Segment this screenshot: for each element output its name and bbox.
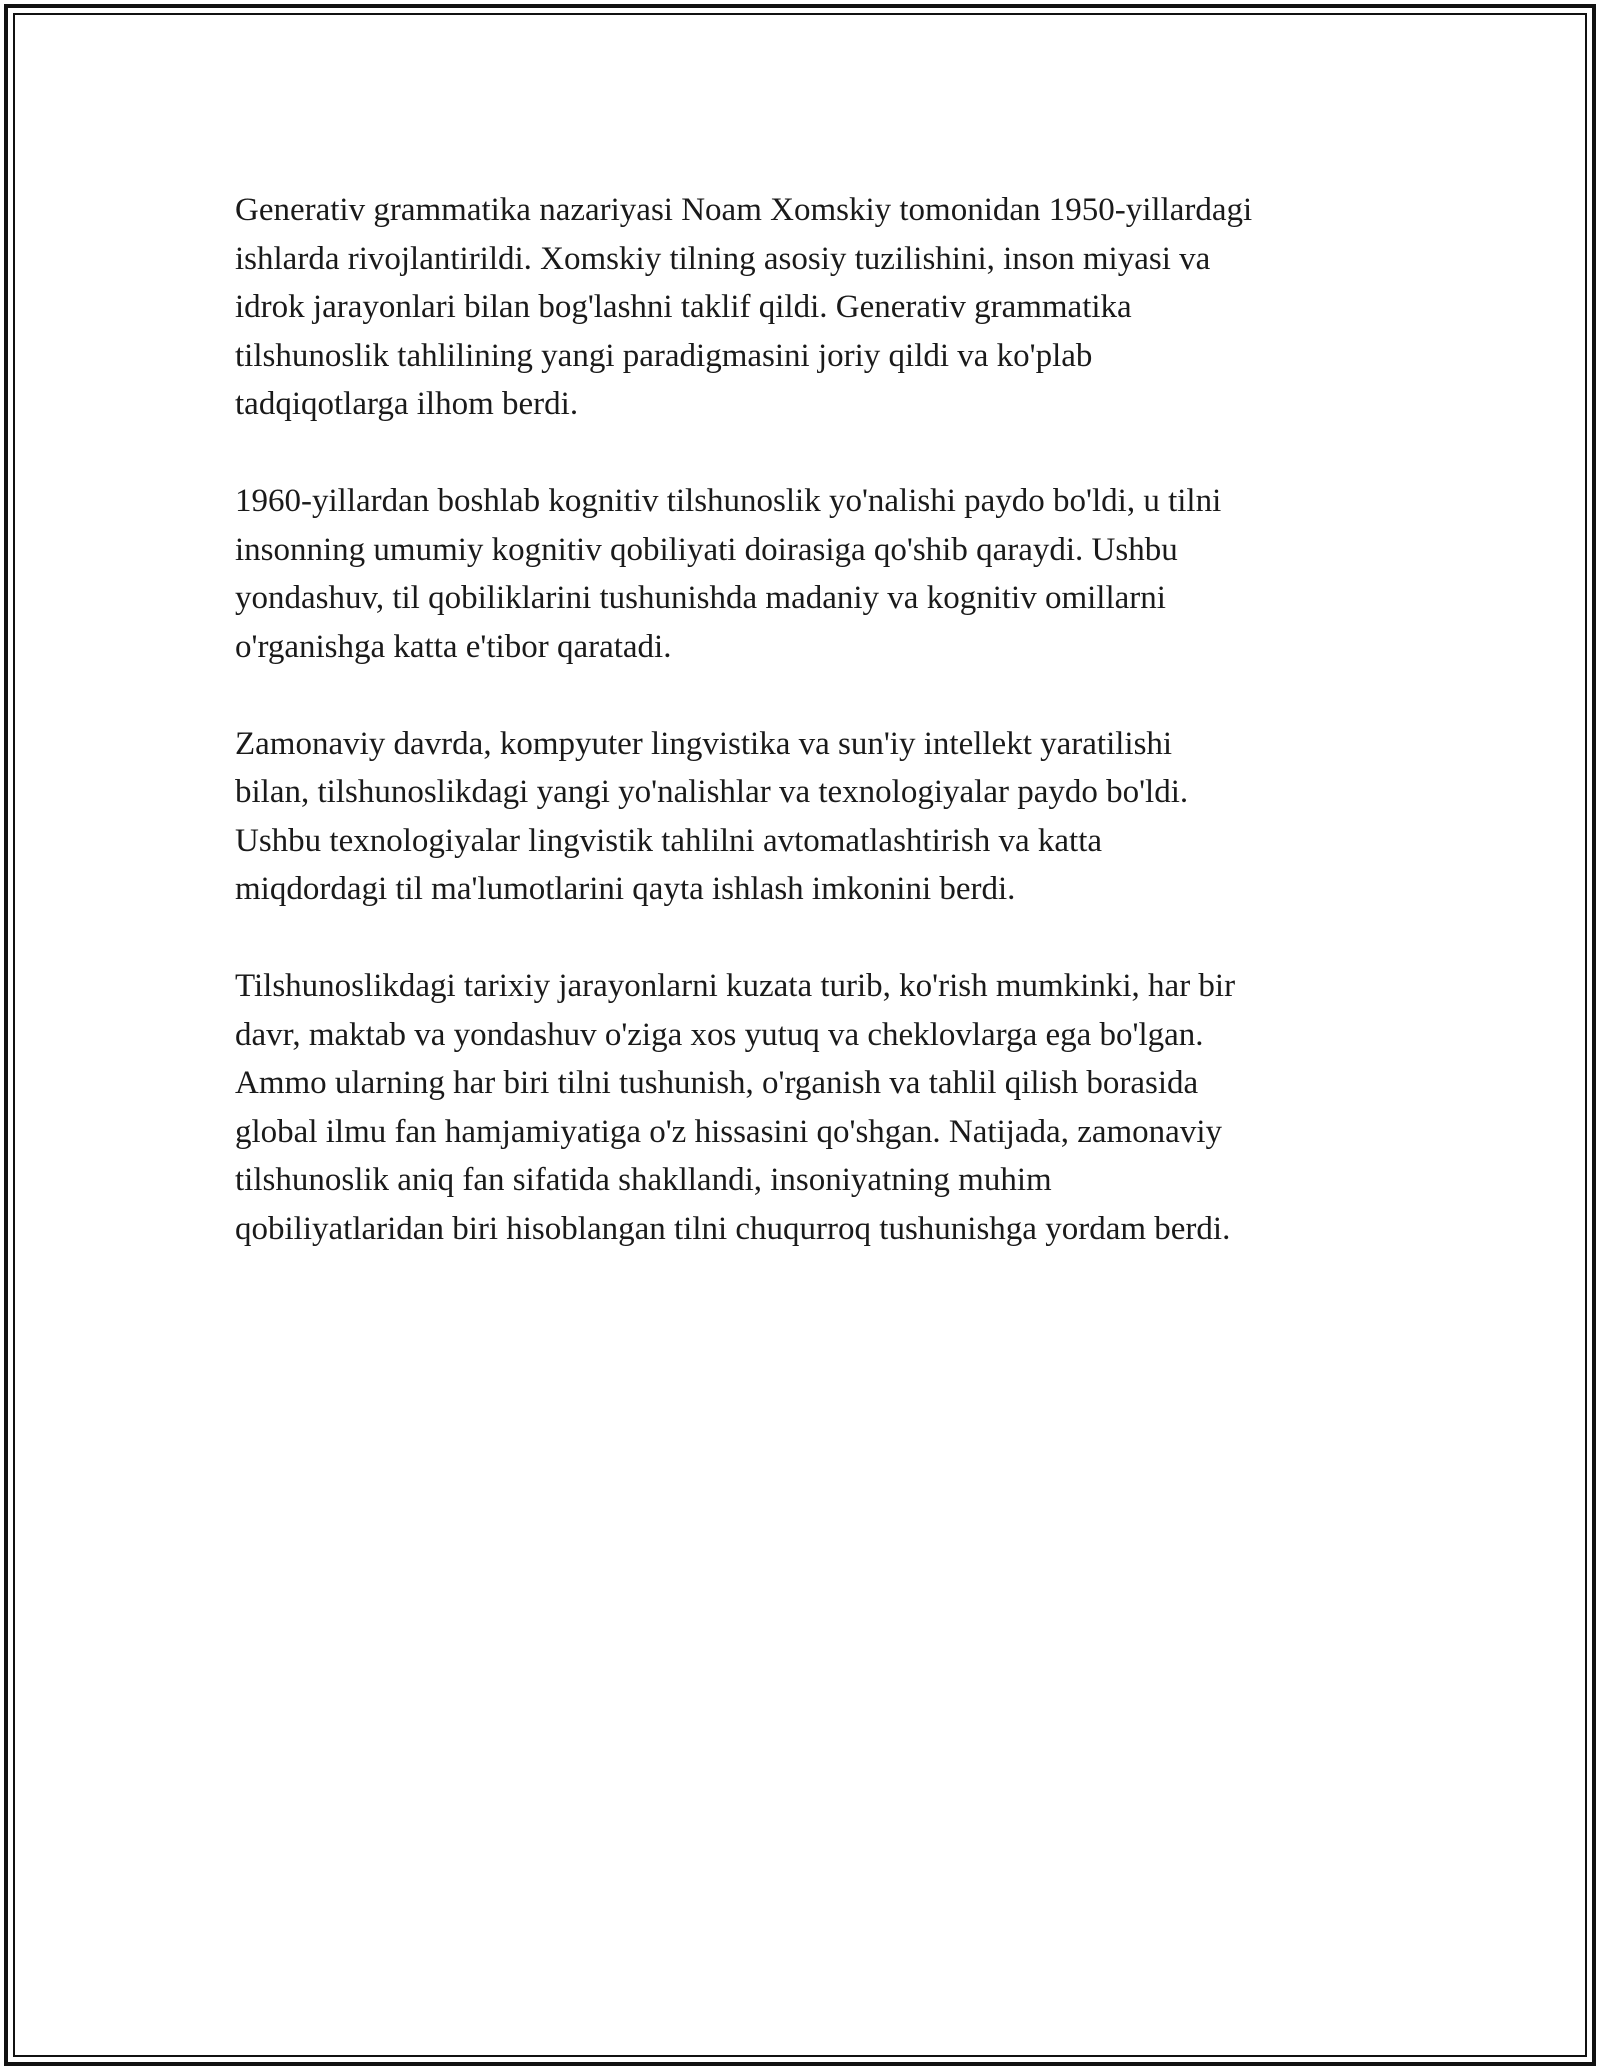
- text-line: idrok jarayonlari bilan bog'lashni taklif qildi. Generativ grammatika: [235, 289, 1132, 325]
- text-line: bilan, tilshunoslikdagi yangi yo'nalishlar va texnologiyalar paydo bo'ldi.: [235, 774, 1189, 810]
- text-line: tilshunoslik tahlilining yangi paradigmasini joriy qildi va ko'plab: [235, 337, 1093, 374]
- text-line: qobiliyatlaridan biri hisoblangan tilni chuqurroq tushunishga yordam berdi.: [235, 1210, 1231, 1247]
- text-line: miqdordagi til ma'lumotlarini qayta ishlash imkonini berdi.: [235, 871, 1016, 907]
- text-line: insonning umumiy kognitiv qobiliyati doirasiga qo'shib qaraydi. Ushbu: [235, 531, 1178, 568]
- paragraph-1: [235, 186, 1385, 429]
- paragraph-3: [235, 720, 1385, 914]
- text-line: global ilmu fan hamjamiyatiga o'z hissasini qo'shgan. Natijada, zamonaviy: [235, 1113, 1222, 1150]
- text-line: tadqiqotlarga ilhom berdi.: [235, 386, 579, 422]
- text-line: tilshunoslik aniq fan sifatida shakllandi, insoniyatning muhim: [235, 1162, 1052, 1198]
- text-line: o'rganishga katta e'tibor qaratadi.: [235, 628, 672, 665]
- text-line: Tilshunoslikdagi tarixiy jarayonlarni kuzata turib, ko'rish mumkinki, har bir: [235, 968, 1236, 1004]
- text-line: ishlarda rivojlantirildi. Xomskiy tilning asosiy tuzilishini, inson miyasi va: [235, 240, 1211, 277]
- paragraph-2: [235, 477, 1385, 671]
- text-line: davr, maktab va yondashuv o'ziga xos yutuq va cheklovlarga ega bo'lgan.: [235, 1016, 1204, 1053]
- text-line: Generativ grammatika nazariyasi Noam Xomskiy tomonidan 1950-yillardagi: [235, 192, 1253, 228]
- text-line: Ushbu texnologiyalar lingvistik tahlilni avtomatlashtirish va katta: [235, 822, 1103, 859]
- text-line: yondashuv, til qobiliklarini tushunishda madaniy va kognitiv omillarni: [235, 580, 1166, 616]
- paragraph-4: [235, 962, 1385, 1253]
- text-line: Ammo ularning har biri tilni tushunish, o'rganish va tahlil qilish borasida: [235, 1065, 1199, 1101]
- text-line: Zamonaviy davrda, kompyuter lingvistika va sun'iy intellekt yaratilishi: [235, 725, 1173, 762]
- text-line: 1960-yillardan boshlab kognitiv tilshunoslik yo'nalishi paydo bo'ldi, u tilni: [235, 483, 1222, 519]
- document-body: [235, 186, 1385, 1302]
